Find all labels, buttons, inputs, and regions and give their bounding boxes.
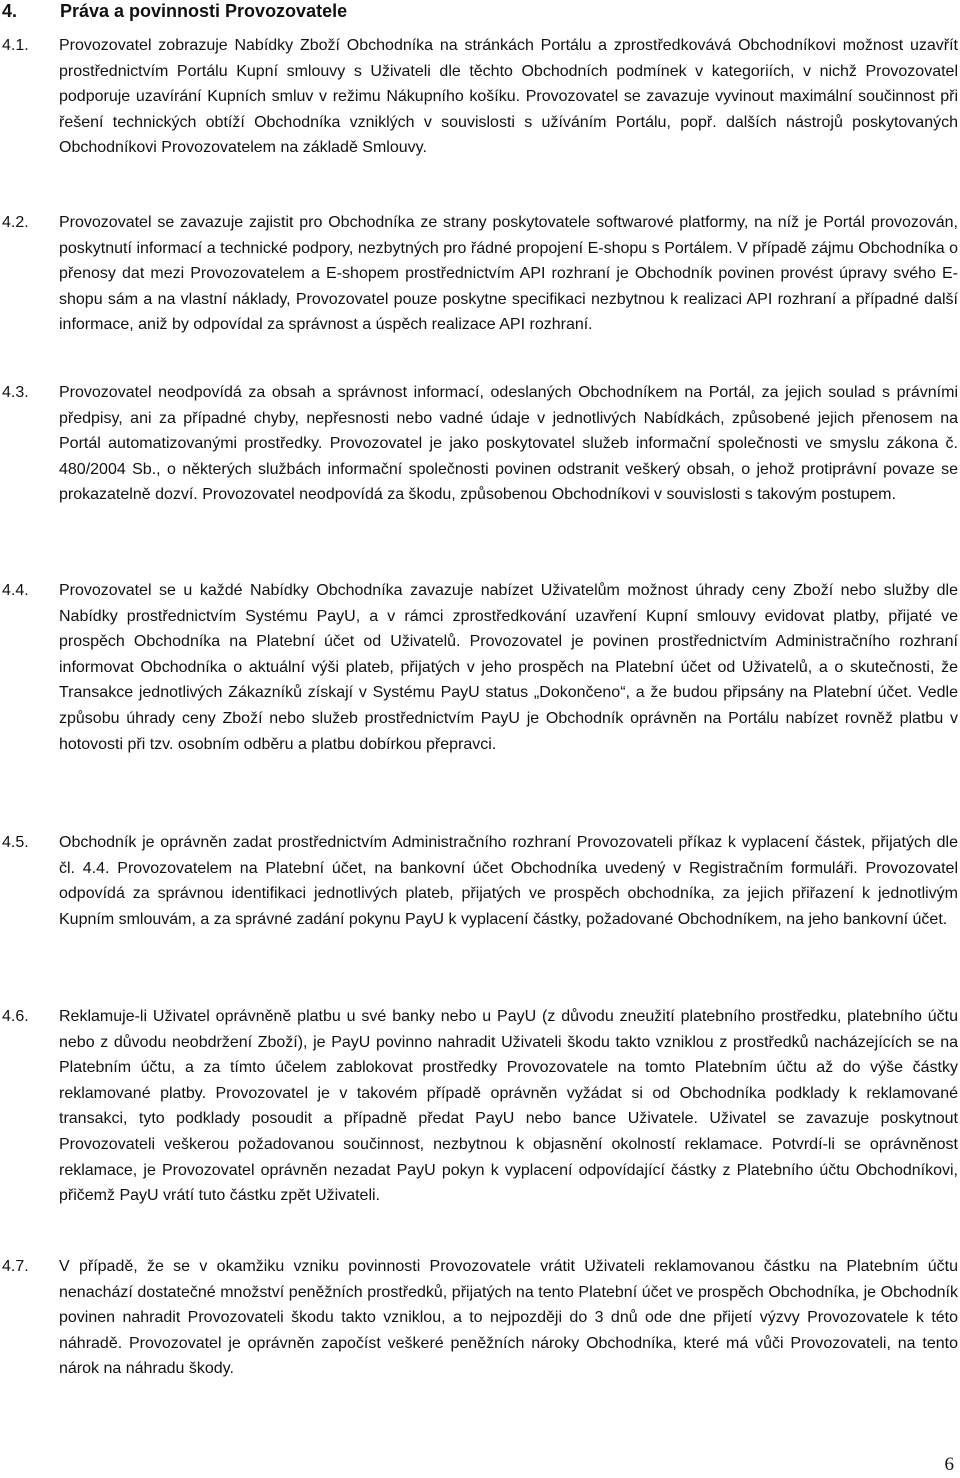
paragraph-text: Reklamuje-li Uživatel oprávněně platbu u své banky nebo u PayU (z důvodu zneužití platebního prostředku, platebního účtu nebo z důvodu neobdržení Zboží), je PayU povinno nahradit Uživateli škodu takto vzniklou z prostředků nacházejících se na Platebním účtu, a za tímto účelem zablokovat prostředky Provozovatele na tomto Platebním účtu až do výše částky reklamované platby. Provozovatel je v takovém případě oprávněn vyžádat si od Obchodníka podklady k reklamované transakci, tyto podklady posoudit a případně předat PayU nebo bance Uživatele. Uživatel se zavazuje poskytnout Provozovateli veškerou požadovanou součinnost, nezbytnou k objasnění okolností reklamace. Potvrdí-li se oprávněnost reklamace, je Provozovatel oprávněn nezadat PayU pokyn k vyplacení odpovídající částky z Platebního účtu Obchodníkovi, přičemž PayU vrátí tuto částku zpět Uživateli. [59,1008,958,1205]
paragraph-4-4 [0,578,958,757]
paragraph-number: 4.7. [2,1258,29,1275]
page-number: 6 [944,1454,954,1475]
paragraph-4-3 [0,380,958,508]
paragraph-text: Provozovatel se u každé Nabídky Obchodníka zavazuje nabízet Uživatelům možnost úhrady ceny Zboží nebo služby dle Nabídky prostřednictvím Systému PayU, a v rámci zprostředkování uzavření Kupní smlouvy evidovat platby, přijaté ve prospěch Obchodníka na Platební účet od Uživatelů. Provozovatel je povinen prostřednictvím Administračního rozhraní informovat Obchodníka o aktuální výši plateb, přijatých v jeho prospěch na Platební účet od Uživatelů, a o skutečnosti, že Transakce jednotlivých Zákazníků získají v Systému PayU status „Dokončeno“, a že budou připsány na Platební účet. Vedle způsobu úhrady ceny Zboží nebo služeb prostřednictvím PayU je Obchodník oprávněn na Portálu nabízet rovněž platbu v hotovosti při tzv. osobním odběru a platbu dobírkou přepravci. [59,582,958,753]
paragraph-text: V případě, že se v okamžiku vzniku povinnosti Provozovatele vrátit Uživateli reklamovanou částku na Platebním účtu nenachází dostatečné množství peněžních prostředků, přijatých na tento Platební účet ve prospěch Obchodníka, je Obchodník povinen nahradit Provozovateli škodu takto vzniklou, a to nejpozději do 3 dnů ode dne přijetí výzvy Provozovatele k této náhradě. Provozovatel je oprávněn započíst veškeré peněžních nároky Obchodníka, které má vůči Provozovateli, na tento nárok na náhradu škody. [59,1258,958,1378]
paragraph-number: 4.4. [2,582,29,599]
paragraph-4-7 [0,1254,958,1382]
paragraph-text: Provozovatel neodpovídá za obsah a správnost informací, odeslaných Obchodníkem na Portál, za jejich soulad s právními předpisy, ani za případné chyby, nepřesnosti nebo vadné údaje v jednotlivých Nabídkách, způsobené jejich přenosem na Portál automatizovanými prostředky. Provozovatel je jako poskytovatel služeb informační společnosti ve smyslu zákona č. 480/2004 Sb., o některých službách informační společnosti povinen odstranit veškerý obsah, o jehož protiprávní povaze se prokazatelně dozví. Provozovatel neodpovídá za škodu, způsobenou Obchodníkovi v souvislosti s takovým postupem. [59,384,958,504]
paragraph-number: 4.2. [2,214,29,231]
paragraph-4-2 [0,210,958,338]
paragraph-4-1 [0,33,958,161]
paragraph-text: Obchodník je oprávněn zadat prostřednictvím Administračního rozhraní Provozovateli příkaz k vyplacení částek, přijatých dle čl. 4.4. Provozovatelem na Platební účet, na bankovní účet Obchodníka uvedený v Registračním formuláři. Provozovatel odpovídá za správnou identifikaci jednotlivých plateb, přijatých ve prospěch obchodníka, za jejich přiřazení k jednotlivým Kupním smlouvám, a za správné zadání pokynu PayU k vyplacení částky, požadované Obchodníkem, na jeho bankovní účet. [59,834,958,928]
section-number: 4. [2,1,18,21]
section-heading [2,0,347,22]
paragraph-number: 4.6. [2,1008,29,1025]
section-title: Práva a povinnosti Provozovatele [60,1,348,21]
paragraph-text: Provozovatel se zavazuje zajistit pro Obchodníka ze strany poskytovatele softwarové platformy, na níž je Portál provozován, poskytnutí informací a technické podpory, nezbytných pro řádné propojení E-shopu s Portálem. V případě zájmu Obchodníka o přenosy dat mezi Provozovatelem a E-shopem prostřednictvím API rozhraní je Obchodník povinen provést úpravy svého E-shopu sám a na vlastní náklady, Provozovatel pouze poskytne specifikaci nezbytnou k realizaci API rozhraní a případné další informace, aniž by odpovídal za správnost a úspěch realizace API rozhraní. [59,214,958,334]
paragraph-4-5 [0,830,958,932]
paragraph-number: 4.5. [2,834,29,851]
paragraph-number: 4.1. [2,37,29,54]
paragraph-text: Provozovatel zobrazuje Nabídky Zboží Obchodníka na stránkách Portálu a zprostředkovává Obchodníkovi možnost uzavřít prostřednictvím Portálu Kupní smlouvy s Uživateli dle těchto Obchodních podmínek v kategoriích, v nichž Provozovatel podporuje uzavírání Kupních smluv v režimu Nákupního košíku. Provozovatel se zavazuje vyvinout maximální součinnost při řešení technických obtíží Obchodníka vzniklých v souvislosti s užíváním Portálu, popř. dalších nástrojů poskytovaných Obchodníkovi Provozovatelem na základě Smlouvy. [59,37,958,157]
paragraph-4-6 [0,1004,958,1209]
paragraph-number: 4.3. [2,384,29,401]
